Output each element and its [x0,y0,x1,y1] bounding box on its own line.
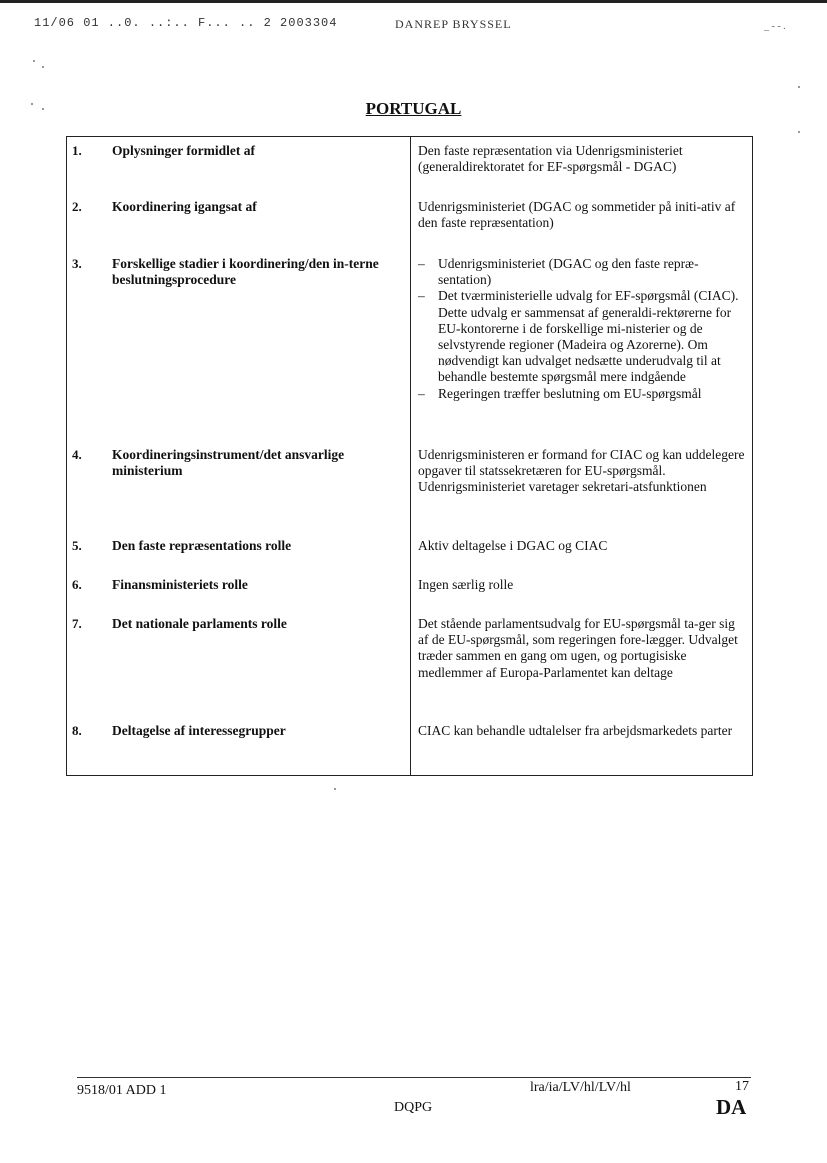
column-divider [410,137,411,775]
list-item-text: Regeringen træffer beslutning om EU-spørgsmål [438,385,702,401]
row-label: Oplysninger formidlet af [112,143,255,158]
unit-code: DQPG [394,1100,433,1115]
row-answer: Ingen særlig rolle [418,577,514,592]
row-number: 1. [72,143,82,158]
row-number: 5. [72,538,82,553]
row-answer: CIAC kan behandle udtalelser fra arbejdsmarkedets parter [418,723,733,738]
scan-speck [334,788,336,790]
list-item [418,386,748,402]
list-item-text: Det tværministerielle udvalg for EF-spørgsmål (CIAC). Dette udvalg er sammensat af generaldi-rektørerne for EU-kontorerne i de forskellige mi-nisterier og de selvstyrende regioner (Madeira og Azorerne). Om nødvendigt kan udvalget nedsætte underudvalg til at behandle bestemte spørgsmål mere indgående [438,288,739,385]
row-answer: Udenrigsministeren er formand for CIAC og kan uddelegere opgaver til statssekretæren for EU-spørgsmål. Udenrigsministeriet varetager sekretari-atsfunktionen [418,447,745,495]
row-answer: Udenrigsministeriet (DGAC og sommetider på initi-ativ af den faste repræsentation) [418,199,736,231]
row-number: 6. [72,577,82,592]
language-code: DA [716,1095,747,1119]
page-title: PORTUGAL [365,99,462,118]
row-label: Deltagelse af interessegrupper [112,723,286,738]
bullet-dash: – [418,385,425,401]
fax-header-right: _ - - . [764,21,786,32]
row-label: Koordineringsinstrument/det ansvarlige ministerium [112,447,345,478]
page-number: 17 [735,1079,749,1094]
scan-speck [798,131,800,133]
row-number: 7. [72,616,82,631]
scan-speck [33,60,35,62]
bullet-dash: – [418,256,425,271]
scan-speck [42,66,44,68]
row-label: Forskellige stadier i koordinering/den in-terne beslutningsprocedure [112,256,379,287]
coordination-table [66,136,753,776]
fax-header [0,0,827,43]
bullet-dash: – [418,288,425,304]
list-item-text: Udenrigsministeriet (DGAC og den faste repræ-sentation) [438,256,699,288]
author-initials: lra/ia/LV/hl/LV/hl [530,1080,631,1095]
fax-header-center: DANREP BRYSSEL [395,17,512,31]
list-item [418,288,748,385]
row-answer: Den faste repræsentation via Udenrigsministeriet (generaldirektoratet for EF-spørgsmål - DGAC) [418,143,683,175]
row-number: 8. [72,723,82,738]
document-reference: 9518/01 ADD 1 [77,1083,167,1098]
row-answer: Aktiv deltagelse i DGAC og CIAC [418,538,608,553]
row-number: 3. [72,256,82,271]
fax-header-left: 11/06 01 ..0. ..:.. F... .. 2 2003304 [34,16,338,30]
row-answer [418,256,748,402]
bullet-list [418,256,748,402]
row-label: Koordinering igangsat af [112,199,257,214]
row-number: 4. [72,447,82,462]
row-label: Den faste repræsentations rolle [112,538,292,553]
list-item [418,256,748,288]
scan-speck [798,86,800,88]
row-number: 2. [72,199,82,214]
row-label: Finansministeriets rolle [112,577,248,592]
row-answer: Det stående parlamentsudvalg for EU-spørgsmål ta-ger sig af de EU-spørgsmål, som regeringen fore-lægger. Udvalget træder sammen en gang om ugen, og portugisiske medlemmer af Europa-Parlamentet kan deltage [418,616,738,680]
row-label: Det nationale parlaments rolle [112,616,287,631]
footer-rule [77,1077,751,1078]
